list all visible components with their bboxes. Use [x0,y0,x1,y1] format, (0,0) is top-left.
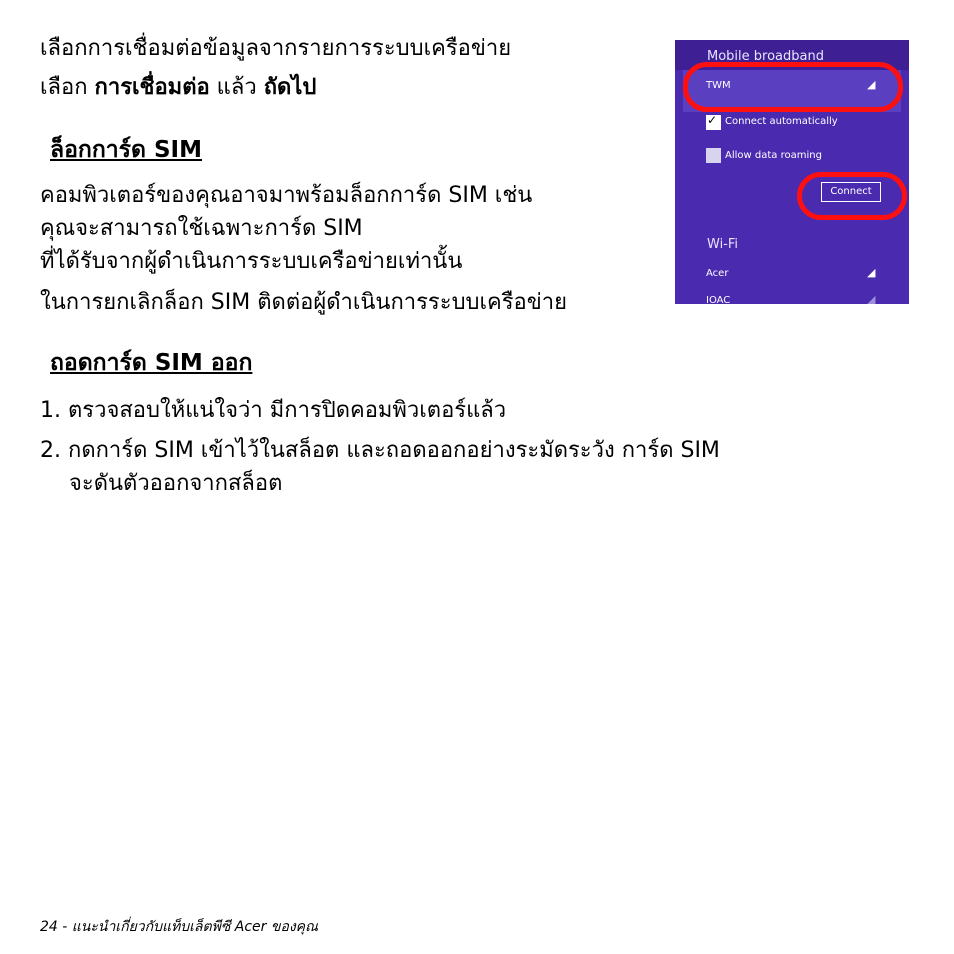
instruction-line-1: เลือกการเชื่อมต่อข้อมูลจากรายการระบบเครือข่าย [40,36,512,61]
lock-para-line-2: คุณจะสามารถใช้เฉพาะการ์ด SIM [40,216,363,241]
lock-para-2: ในการยกเลิกล็อก SIM ติดต่อผู้ดำเนินการระบบเครือข่าย [40,290,568,315]
page-footer: 24 - แนะนำเกี่ยวกับแท็บเล็ตพีซี Acer ของคุณ [40,919,319,935]
step-2 [40,434,720,468]
wifi-network-ioac[interactable]: IOAC [706,295,731,304]
highlight-ring-network [683,62,903,112]
connect-button[interactable]: Connect [821,182,881,202]
lock-para-line-3: ที่ได้รับจากผู้ดำเนินการระบบเครือข่ายเท่านั้น [40,249,463,274]
allow-roaming-checkbox[interactable] [706,148,721,163]
connect-automatically-label: Connect automatically [725,116,838,127]
wifi-signal-weak-icon: ◢ [867,293,876,304]
instruction-mid: แล้ว [209,75,264,100]
step-number: 2. [40,438,61,463]
wifi-header: Wi-Fi [707,237,739,252]
heading-sim-lock: ล็อกการ์ด SIM [50,137,202,163]
signal-strength-icon: ◢ [867,78,876,91]
network-twm-label: TWM [706,80,731,91]
step-number: 1. [40,398,61,423]
instruction-next-term: ถัดไป [263,75,317,100]
connect-automatically-checkbox[interactable] [706,115,721,130]
allow-roaming-label: Allow data roaming [725,150,822,161]
instruction-line-2 [40,71,316,105]
instruction-prefix: เลือก [40,75,95,100]
lock-para-line-1: คอมพิวเตอร์ของคุณอาจมาพร้อมล็อกการ์ด SIM เช่น [40,183,533,208]
step-text: กดการ์ด SIM เข้าไว้ในสล็อต และถอดออกอย่างระมัดระวัง การ์ด SIM [68,438,720,463]
wifi-signal-icon: ◢ [867,266,876,279]
step-2-continuation: จะดันตัวออกจากสล็อต [69,471,283,496]
heading-remove-sim: ถอดการ์ด SIM ออก [50,350,253,376]
wifi-network-acer[interactable]: Acer [706,268,729,279]
mobile-broadband-header: Mobile broadband [707,49,824,64]
highlight-ring-connect [797,172,907,220]
instruction-connect-term: การเชื่อมต่อ [94,75,210,100]
step-text: ตรวจสอบให้แน่ใจว่า มีการปิดคอมพิวเตอร์แล้ว [68,398,507,423]
step-1 [40,394,506,428]
checkmark-icon: ✓ [707,113,718,127]
